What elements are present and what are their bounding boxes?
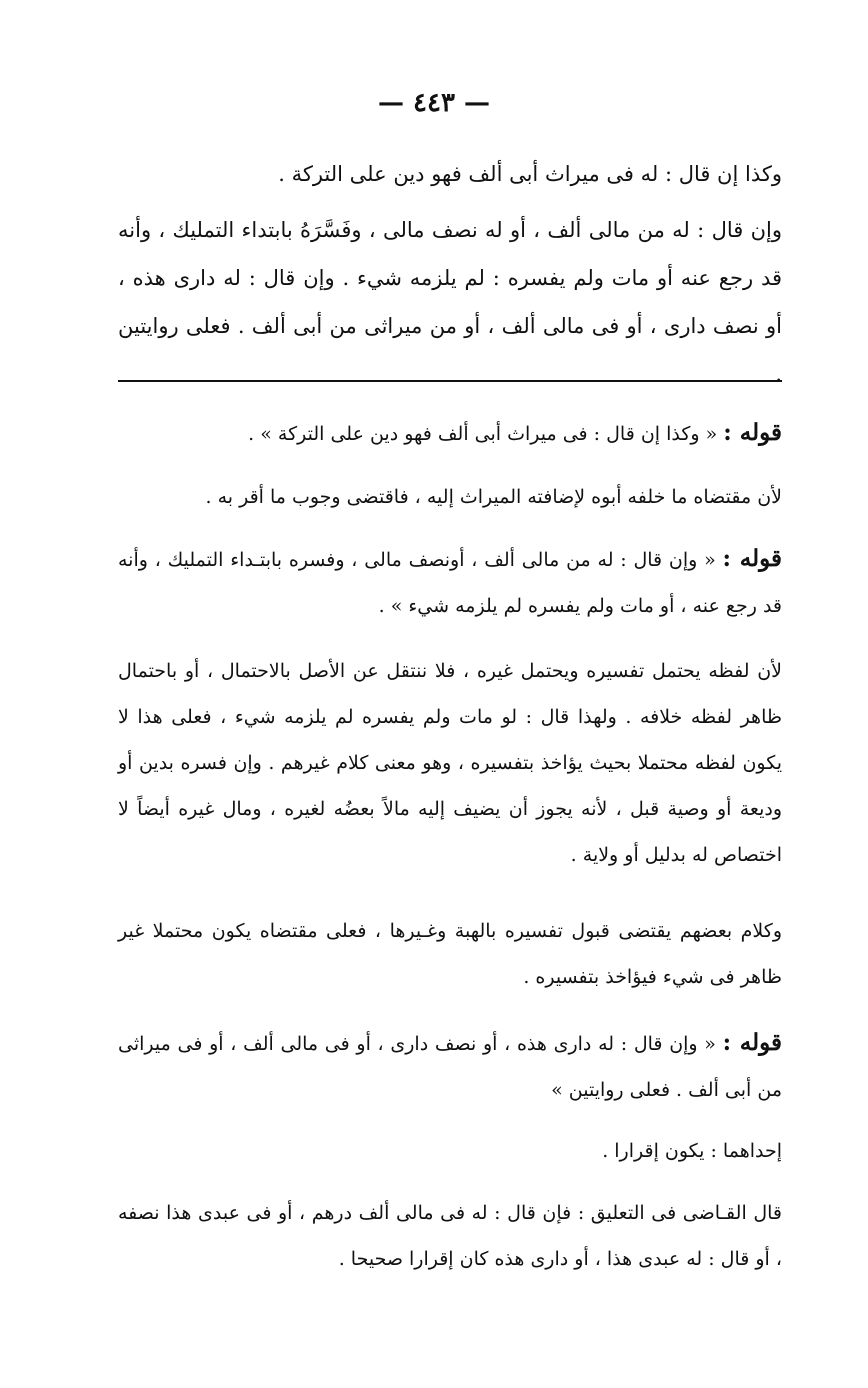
matn-paragraph-1: وكذا إن قال : له فى ميراث أبى ألف فهو دين على التركة .	[278, 162, 782, 186]
commentary-text: « وإن قال : له من مالى ألف ، أونصف مالى ، وفسره بابتـداء التمليك ، وأنه قد رجع عنه ، أو مات ولم يفسره لم يلزمه شيء » .	[118, 549, 782, 617]
commentary-lead: قوله :	[722, 545, 783, 572]
divider-rule	[118, 380, 782, 382]
commentary-paragraph	[118, 410, 782, 457]
commentary-text: « وإن قال : له دارى هذه ، أو نصف دارى ، أو فى مالى ألف ، أو فى ميراثى من أبى ألف . فعلى روايتين »	[118, 1033, 782, 1101]
commentary-paragraph	[118, 648, 782, 878]
page-number: — ٤٤٣ —	[377, 88, 491, 118]
commentary-paragraph	[118, 1128, 782, 1174]
commentary-paragraph	[118, 474, 782, 520]
commentary-paragraph	[118, 1020, 782, 1113]
commentary-lead: قوله :	[722, 1029, 783, 1056]
commentary-paragraph	[118, 908, 782, 1000]
commentary-text: وكلام بعضهم يقتضى قبول تفسيره بالهبة وغـيرها ، فعلى مقتضاه يكون محتملا غير ظاهر فى شيء فيؤاخذ بتفسيره .	[118, 920, 782, 988]
matn-paragraph-2: وإن قال : له من مالى ألف ، أو له نصف مالى ، وفَسَّرَهُ بابتداء التمليك ، وأنه قد رجع عنه أو مات ولم يفسره : لم يلزمه شيء . وإن قال : له دارى هذه ، أو نصف دارى ، أو فى مالى ألف ، أو من ميراثى من أبى ألف . فعلى روايتين .	[118, 218, 782, 386]
commentary-text: « وكذا إن قال : فى ميراث أبى ألف فهو دين على التركة » .	[248, 423, 718, 445]
commentary-text: لأن مقتضاه ما خلفه أبوه لإضافته الميراث إليه ، فاقتضى وجوب ما أقر به .	[205, 486, 782, 508]
commentary-text: قال القـاضى فى التعليق : فإن قال : له فى مالى ألف درهم ، أو فى عبدى هذا نصفه ، أو قال : له عبدى هذا ، أو دارى هذه كان إقرارا صحيحا .	[118, 1202, 782, 1270]
commentary-text: لأن لفظه يحتمل تفسيره ويحتمل غيره ، فلا ننتقل عن الأصل بالاحتمال ، أو باحتمال ظاهر لفظه خلافه . ولهذا قال : لو مات ولم يفسره لم يلزمه شيء ، فعلى هذا لا يكون لفظه محتملا بحيث يؤاخذ بتفسيره ، وهو معنى كلام غيرهم . وإن فسره بدين أو وديعة أو وصية قبل ، لأنه يجوز أن يضيف إليه مالاً بعضُه لغيره ، ومال غيره أيضاً لا اختصاص له بدليل أو ولاية .	[118, 660, 782, 866]
commentary-lead: قوله :	[723, 419, 782, 446]
commentary-paragraph	[118, 536, 782, 629]
commentary-paragraph	[118, 1190, 782, 1282]
commentary-text: إحداهما : يكون إقرارا .	[602, 1140, 782, 1162]
